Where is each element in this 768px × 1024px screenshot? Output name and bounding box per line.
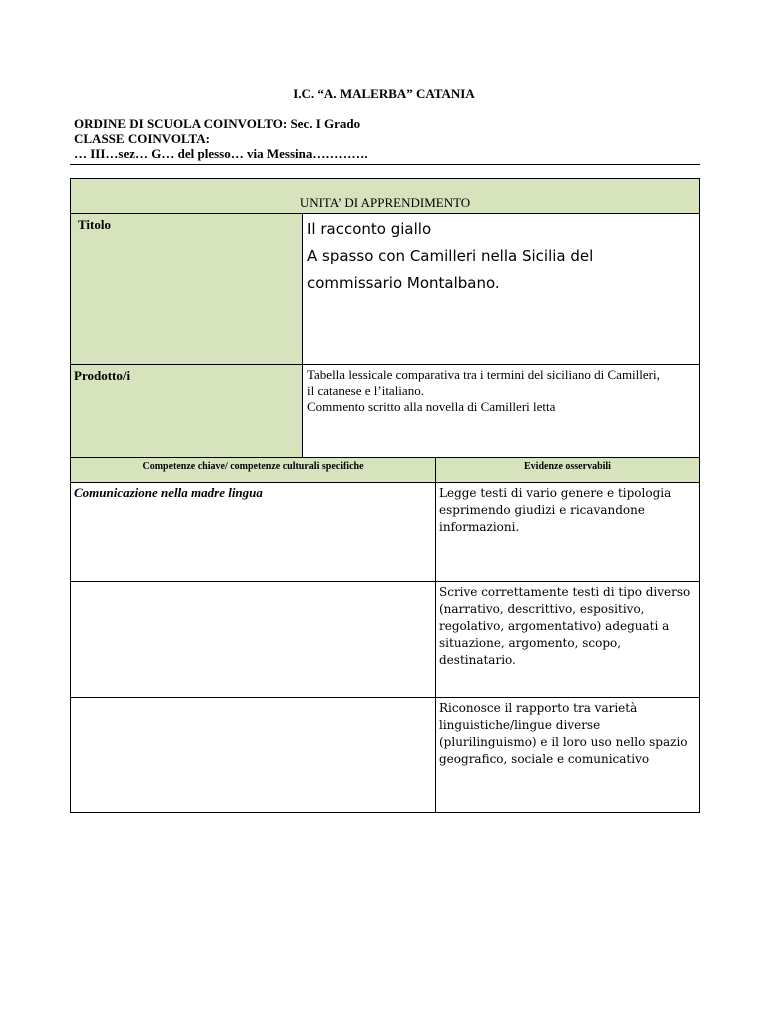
school-title: I.C. “A. MALERBA” CATANIA — [293, 86, 475, 101]
prodotto-line-1: Tabella lessicale comparativa tra i termini del siciliano di Camilleri, — [307, 367, 660, 382]
ordine-line: ORDINE DI SCUOLA COINVOLTO: Sec. I Grado — [74, 116, 361, 131]
evidenza-text-1: Legge testi di vario genere e tipologia esprimendo giudizi e ricavandone informazioni. — [439, 486, 672, 534]
header-divider — [70, 164, 700, 165]
evidenza-row2-right — [435, 581, 700, 698]
classe-line: CLASSE COINVOLTA: — [74, 131, 210, 146]
prodotto-label-cell — [70, 364, 303, 458]
titolo-label-cell — [70, 213, 303, 365]
titolo-line-3: commissario Montalbano. — [307, 274, 500, 292]
evidenza-row1-right — [435, 482, 700, 582]
sezione-line: … III…sez… G… del plesso… via Messina…………. — [74, 146, 368, 161]
titolo-line-1: Il racconto giallo — [307, 220, 432, 238]
prodotto-line-3: Commento scritto alla novella di Camilleri letta — [307, 399, 556, 414]
competenza-row3-left — [70, 697, 436, 813]
competenze-header-right: Evidenze osservabili — [435, 457, 700, 483]
competenza-row2-left — [70, 581, 436, 698]
evidenza-row3-right — [435, 697, 700, 813]
prodotto-value-cell — [302, 364, 700, 458]
titolo-line-2: A spasso con Camilleri nella Sicilia del — [307, 247, 594, 265]
prodotto-line-2: il catanese e l’italiano. — [307, 383, 424, 398]
evidenza-text-3: Riconosce il rapporto tra varietà linguistiche/lingue diverse (plurilinguismo) e il loro uso nello spazio geografico, sociale e comunicativo — [439, 701, 688, 766]
competenza-label: Comunicazione nella madre lingua — [74, 485, 263, 500]
competenze-header-left: Competenze chiave/ competenze culturali specifiche — [70, 457, 436, 483]
evidenza-text-2: Scrive correttamente testi di tipo diverso (narrativo, descrittivo, espositivo, regolativo, argomentativo) adeguati a situazione, argomento, scopo, destinatario. — [439, 585, 691, 667]
unita-header: UNITA’ DI APPRENDIMENTO — [70, 178, 700, 214]
competenza-row1-left — [70, 482, 436, 582]
titolo-value-cell — [302, 213, 700, 365]
prodotto-label: Prodotto/i — [74, 368, 131, 383]
titolo-label: Titolo — [78, 217, 111, 232]
